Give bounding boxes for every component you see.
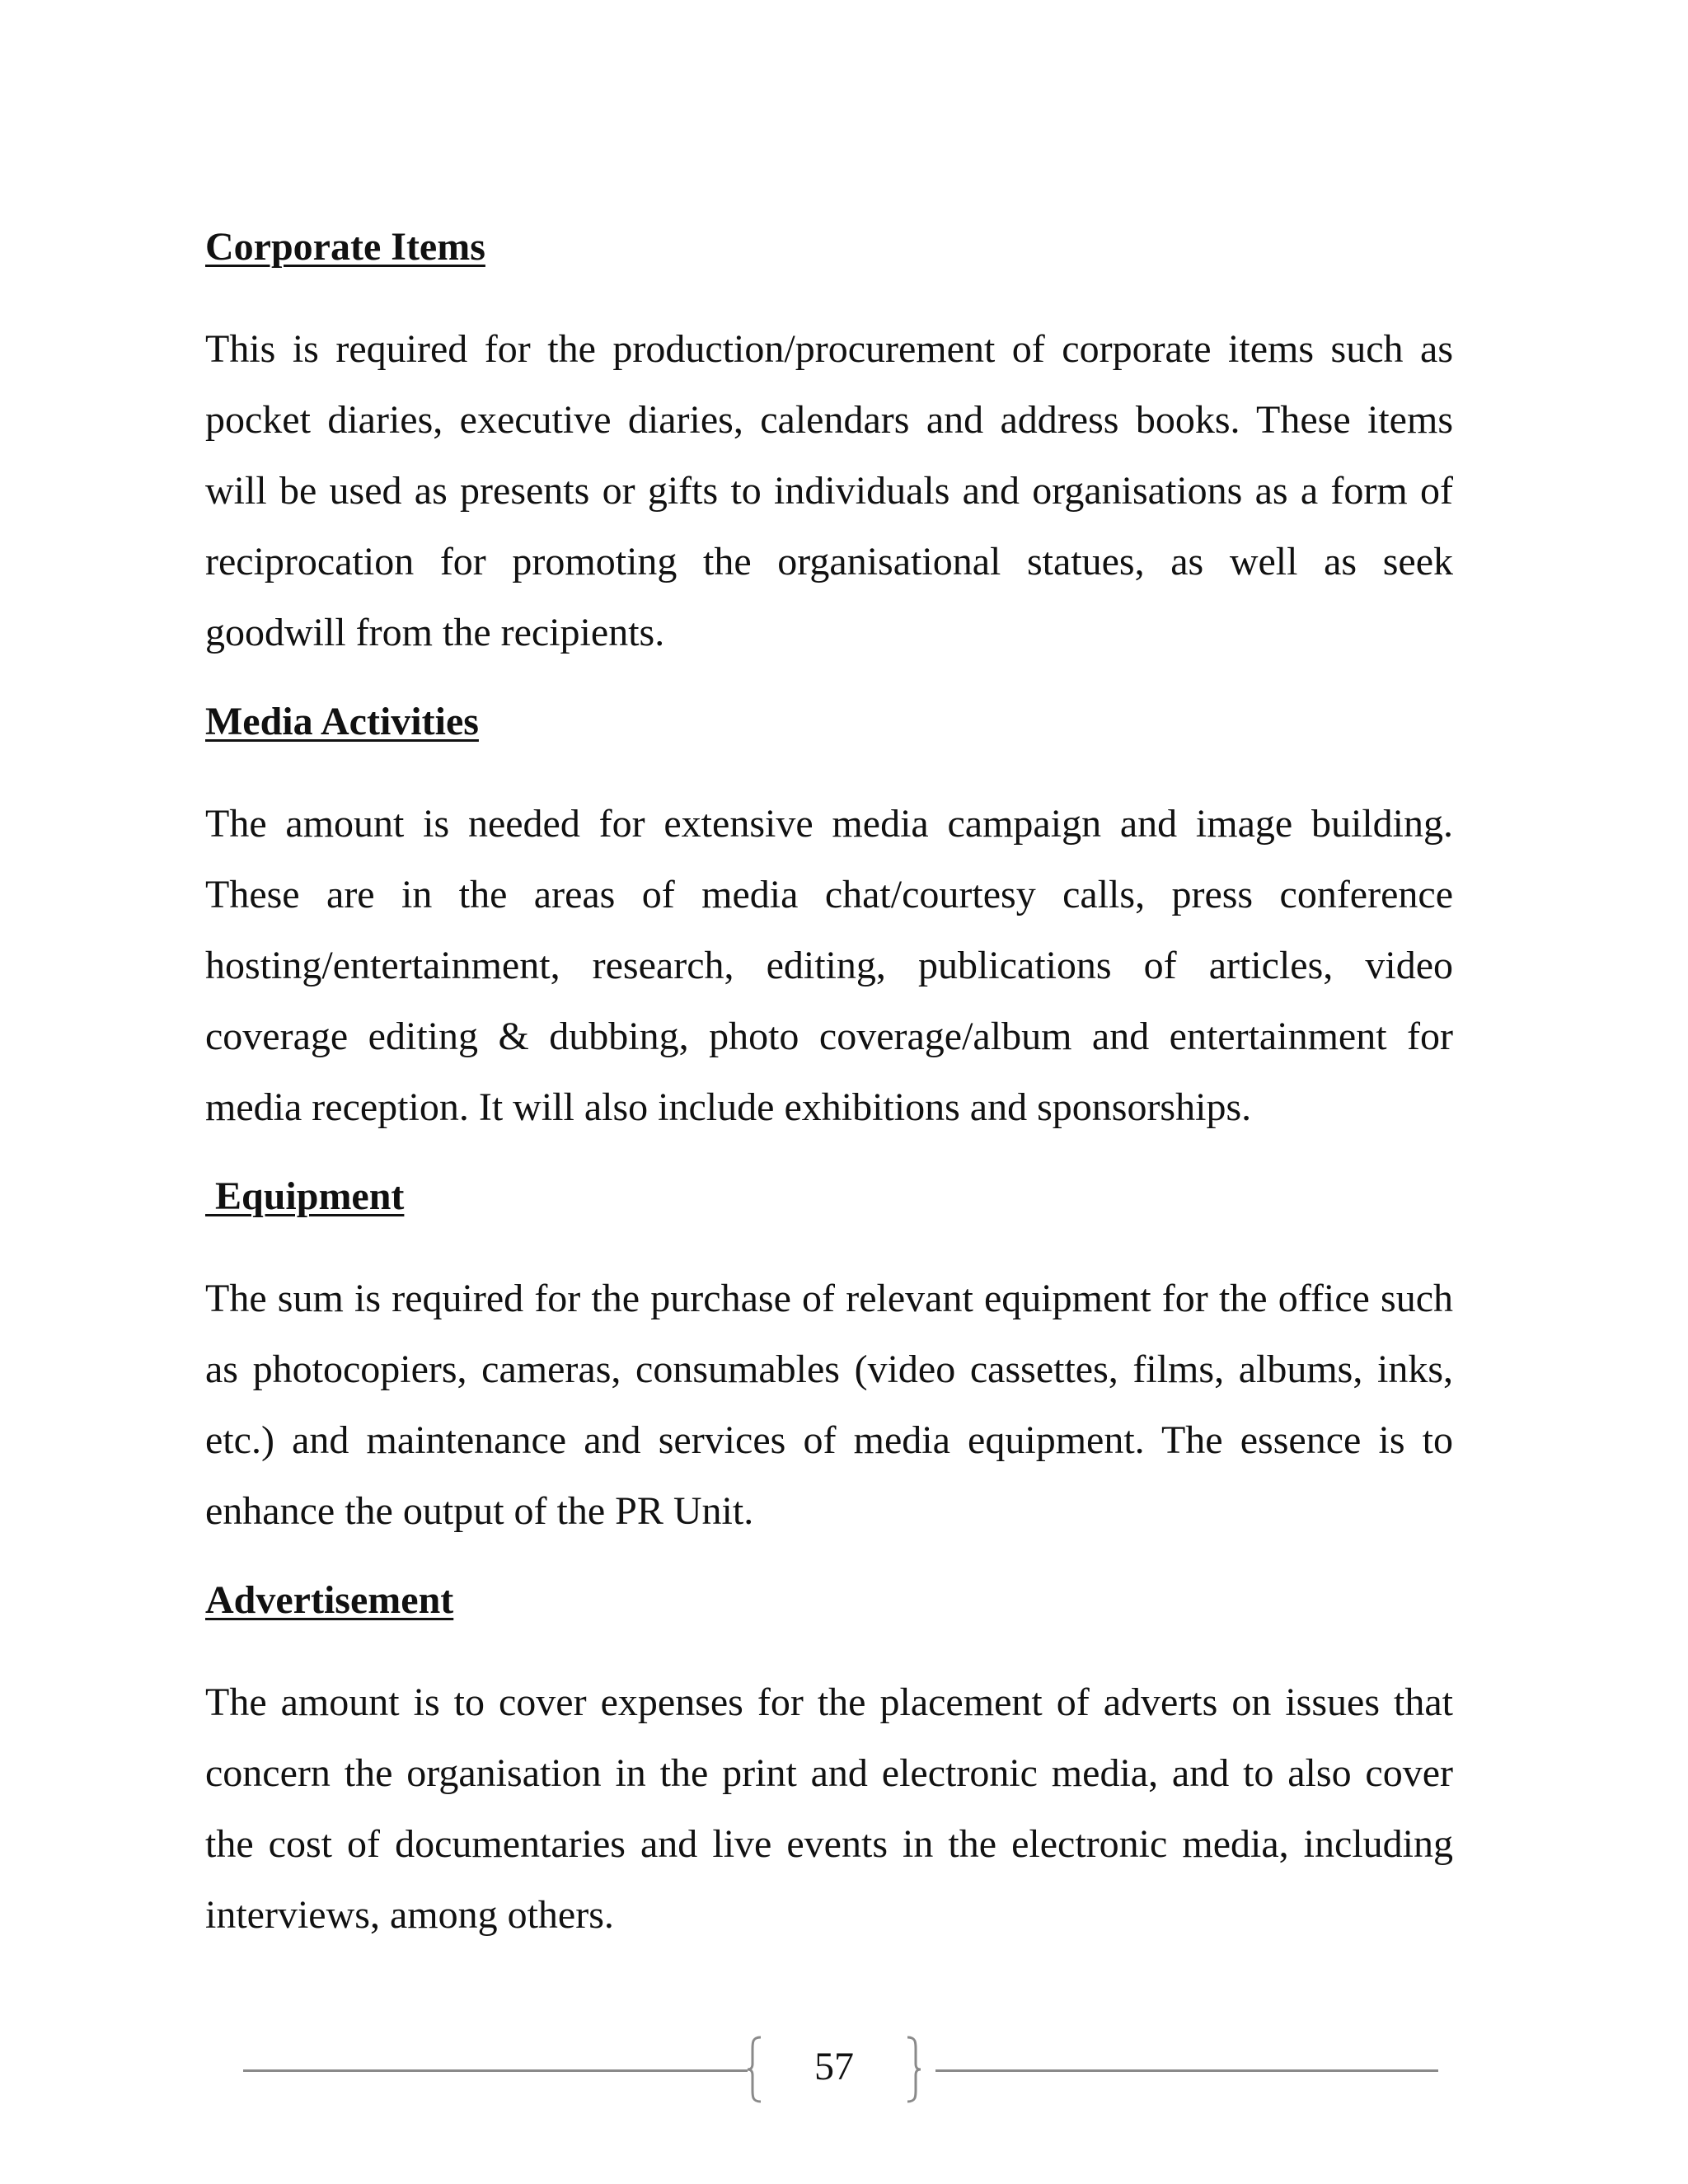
section-equipment [205, 1168, 1453, 1547]
section-heading: Media Activities [205, 700, 479, 743]
section-advertisement [205, 1572, 1453, 1951]
section-media-activities [205, 693, 1453, 1143]
footer-rule-right [935, 2069, 1438, 2072]
right-brace-icon [904, 2036, 922, 2103]
section-heading: Advertisement [205, 1578, 454, 1622]
page-footer [243, 2031, 1438, 2110]
section-corporate-items [205, 218, 1453, 668]
section-heading: Equipment [205, 1174, 405, 1218]
section-paragraph: This is required for the production/procurement of corporate items such as pocket diaries, executive diaries, calendars and address books. These items will be used as presents or gifts to individuals and organisations as a form of reciprocation for promoting the organisational statues, as well as seek goodwill from the recipients. [205, 327, 1453, 654]
section-paragraph: The sum is required for the purchase of relevant equipment for the office such as photocopiers, cameras, consumables (video cassettes, films, albums, inks, etc.) and maintenance and services of media equipment. The essence is to enhance the output of the PR Unit. [205, 1277, 1453, 1533]
left-brace-icon [746, 2036, 764, 2103]
section-paragraph: The amount is needed for extensive media campaign and image building. These are in the areas of media chat/courtesy calls, press conference hosting/entertainment, research, editing, publications of articles, video coverage editing & dubbing, photo coverage/album and entertainment for media reception. It will also include exhibitions and sponsorships. [205, 802, 1453, 1129]
footer-rule-left [243, 2069, 748, 2072]
section-paragraph: The amount is to cover expenses for the placement of adverts on issues that concern the organisation in the print and electronic media, and to also cover the cost of documentaries and live events in the electronic media, including interviews, among others. [205, 1680, 1453, 1937]
section-heading: Corporate Items [205, 225, 485, 269]
document-content [205, 218, 1453, 1975]
page-number: 57 [814, 2045, 854, 2088]
